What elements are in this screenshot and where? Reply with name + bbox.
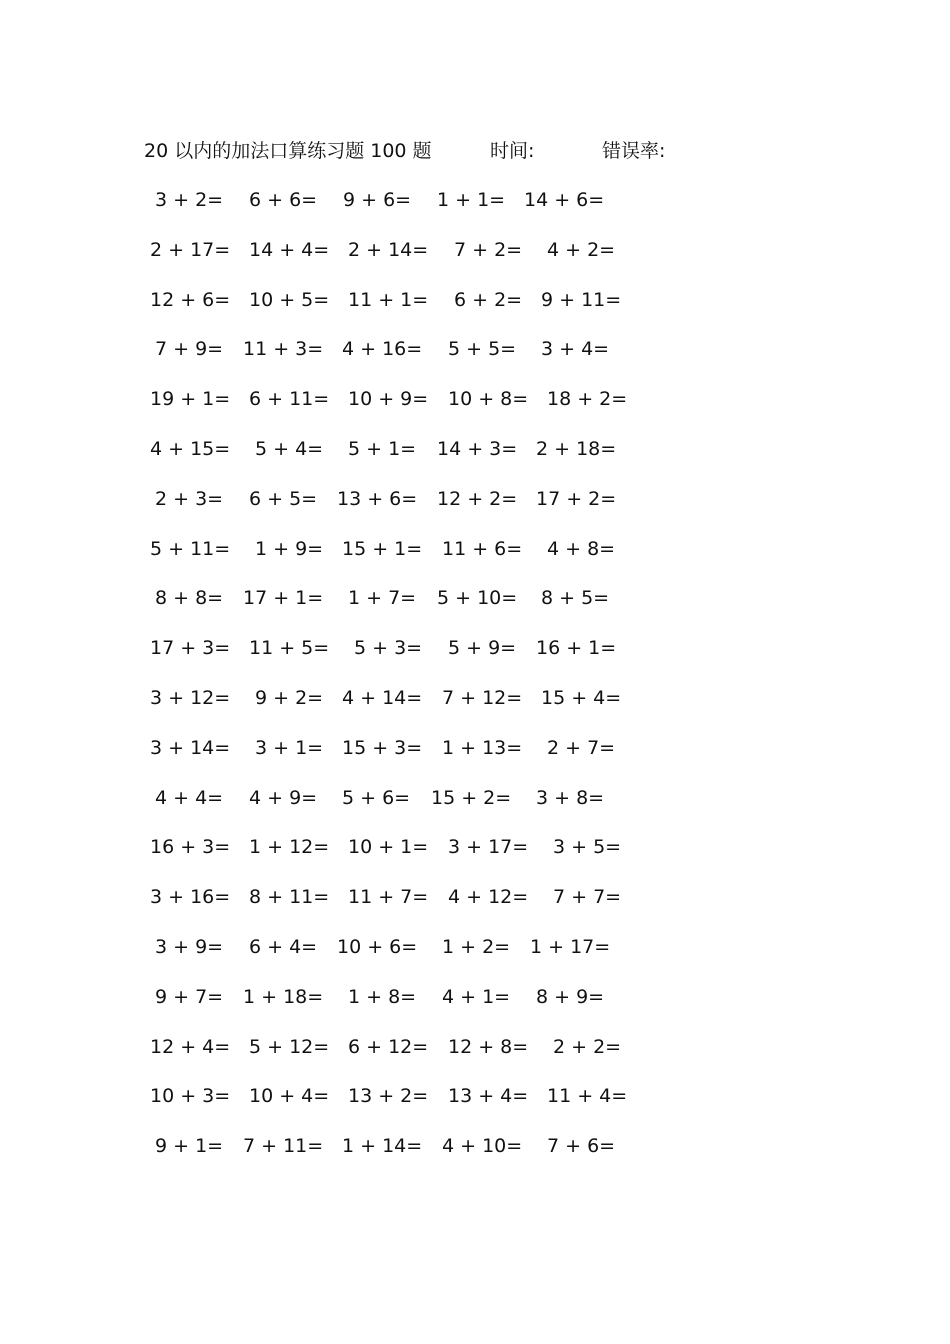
problem-item: 4 + 10=	[442, 1135, 523, 1158]
problem-item: 1 + 17=	[530, 935, 611, 958]
problem-item: 1 + 2=	[442, 935, 511, 958]
problem-item: 1 + 9=	[255, 537, 324, 560]
problem-item: 15 + 1=	[342, 537, 423, 560]
problem-item: 4 + 14=	[342, 686, 423, 709]
problem-item: 8 + 8=	[155, 587, 224, 610]
problem-item: 10 + 1=	[348, 836, 429, 859]
problem-item: 11 + 3=	[243, 338, 324, 361]
problem-item: 1 + 13=	[442, 736, 523, 759]
problem-item: 4 + 1=	[442, 985, 511, 1008]
problem-item: 2 + 17=	[150, 238, 231, 261]
problem-item: 6 + 4=	[249, 935, 318, 958]
problem-item: 3 + 12=	[150, 686, 231, 709]
problem-item: 3 + 14=	[150, 736, 231, 759]
problem-item: 7 + 6=	[547, 1135, 616, 1158]
problem-item: 2 + 7=	[547, 736, 616, 759]
problem-item: 3 + 4=	[541, 338, 610, 361]
problem-item: 4 + 9=	[249, 786, 318, 809]
problem-item: 1 + 7=	[348, 587, 417, 610]
problem-item: 5 + 1=	[348, 437, 417, 460]
problem-item: 4 + 2=	[547, 238, 616, 261]
problem-item: 14 + 3=	[437, 437, 518, 460]
problem-item: 11 + 6=	[442, 537, 523, 560]
problem-item: 1 + 14=	[342, 1135, 423, 1158]
problem-item: 7 + 12=	[442, 686, 523, 709]
problem-item: 5 + 6=	[342, 786, 411, 809]
problem-item: 12 + 2=	[437, 487, 518, 510]
problem-item: 2 + 3=	[155, 487, 224, 510]
problem-item: 5 + 5=	[448, 338, 517, 361]
problem-item: 15 + 3=	[342, 736, 423, 759]
problem-item: 1 + 1=	[437, 189, 506, 211]
problem-item: 5 + 9=	[448, 637, 517, 660]
problem-item: 10 + 5=	[249, 288, 330, 311]
problem-item: 9 + 6=	[343, 189, 412, 211]
problem-item: 6 + 6=	[249, 189, 318, 211]
problem-item: 4 + 8=	[547, 537, 616, 560]
problem-item: 8 + 11=	[249, 886, 330, 909]
problem-item: 4 + 16=	[342, 338, 423, 361]
error-rate-label: 错误率:	[602, 140, 666, 162]
problem-item: 6 + 11=	[249, 388, 330, 411]
problem-item: 7 + 9=	[155, 338, 224, 361]
problem-item: 16 + 3=	[150, 836, 231, 859]
problem-item: 13 + 4=	[448, 1085, 529, 1108]
problem-item: 12 + 4=	[150, 1035, 231, 1058]
problem-item: 5 + 12=	[249, 1035, 330, 1058]
worksheet-header	[144, 136, 665, 166]
problem-item: 3 + 2=	[155, 189, 224, 211]
problem-item: 1 + 8=	[348, 985, 417, 1008]
problem-item: 8 + 5=	[541, 587, 610, 610]
problem-item: 11 + 4=	[547, 1085, 628, 1108]
problem-item: 3 + 5=	[553, 836, 622, 859]
problem-item: 17 + 2=	[536, 487, 617, 510]
problem-item: 3 + 16=	[150, 886, 231, 909]
problem-item: 9 + 2=	[255, 686, 324, 709]
problem-item: 13 + 2=	[348, 1085, 429, 1108]
problem-item: 2 + 14=	[348, 238, 429, 261]
problem-item: 9 + 11=	[541, 288, 622, 311]
problem-item: 3 + 8=	[536, 786, 605, 809]
problem-item: 4 + 12=	[448, 886, 529, 909]
problem-item: 11 + 1=	[348, 288, 429, 311]
problem-item: 10 + 8=	[448, 388, 529, 411]
problem-item: 16 + 1=	[536, 637, 617, 660]
problem-item: 12 + 6=	[150, 288, 231, 311]
problem-item: 14 + 4=	[249, 238, 330, 261]
problem-item: 1 + 18=	[243, 985, 324, 1008]
problem-item: 12 + 8=	[448, 1035, 529, 1058]
problem-item: 9 + 1=	[155, 1135, 224, 1158]
problem-item: 14 + 6=	[524, 189, 605, 211]
problem-item: 2 + 18=	[536, 437, 617, 460]
time-label: 时间:	[490, 140, 535, 162]
problem-item: 8 + 9=	[536, 985, 605, 1008]
problem-item: 15 + 2=	[431, 786, 512, 809]
problem-item: 5 + 4=	[255, 437, 324, 460]
problem-item: 17 + 3=	[150, 637, 231, 660]
problem-item: 18 + 2=	[547, 388, 628, 411]
problem-item: 10 + 6=	[337, 935, 418, 958]
problem-item: 10 + 4=	[249, 1085, 330, 1108]
problem-item: 11 + 7=	[348, 886, 429, 909]
problem-item: 6 + 5=	[249, 487, 318, 510]
problem-item: 7 + 11=	[243, 1135, 324, 1158]
problem-item: 3 + 17=	[448, 836, 529, 859]
problem-item: 13 + 6=	[337, 487, 418, 510]
problem-item: 6 + 12=	[348, 1035, 429, 1058]
problem-item: 7 + 2=	[454, 238, 523, 261]
problem-item: 4 + 15=	[150, 437, 231, 460]
problem-item: 5 + 3=	[354, 637, 423, 660]
problem-item: 2 + 2=	[553, 1035, 622, 1058]
problem-item: 9 + 7=	[155, 985, 224, 1008]
problem-item: 3 + 1=	[255, 736, 324, 759]
problem-item: 17 + 1=	[243, 587, 324, 610]
problem-item: 7 + 7=	[553, 886, 622, 909]
problem-item: 1 + 12=	[249, 836, 330, 859]
problem-item: 4 + 4=	[155, 786, 224, 809]
problem-item: 10 + 3=	[150, 1085, 231, 1108]
worksheet-title: 20 以内的加法口算练习题 100 题	[144, 140, 432, 162]
problem-item: 15 + 4=	[541, 686, 622, 709]
problem-item: 6 + 2=	[454, 288, 523, 311]
problem-item: 3 + 9=	[155, 935, 224, 958]
problem-item: 5 + 10=	[437, 587, 518, 610]
problem-item: 11 + 5=	[249, 637, 330, 660]
problem-item: 19 + 1=	[150, 388, 231, 411]
problem-item: 10 + 9=	[348, 388, 429, 411]
problem-item: 5 + 11=	[150, 537, 231, 560]
